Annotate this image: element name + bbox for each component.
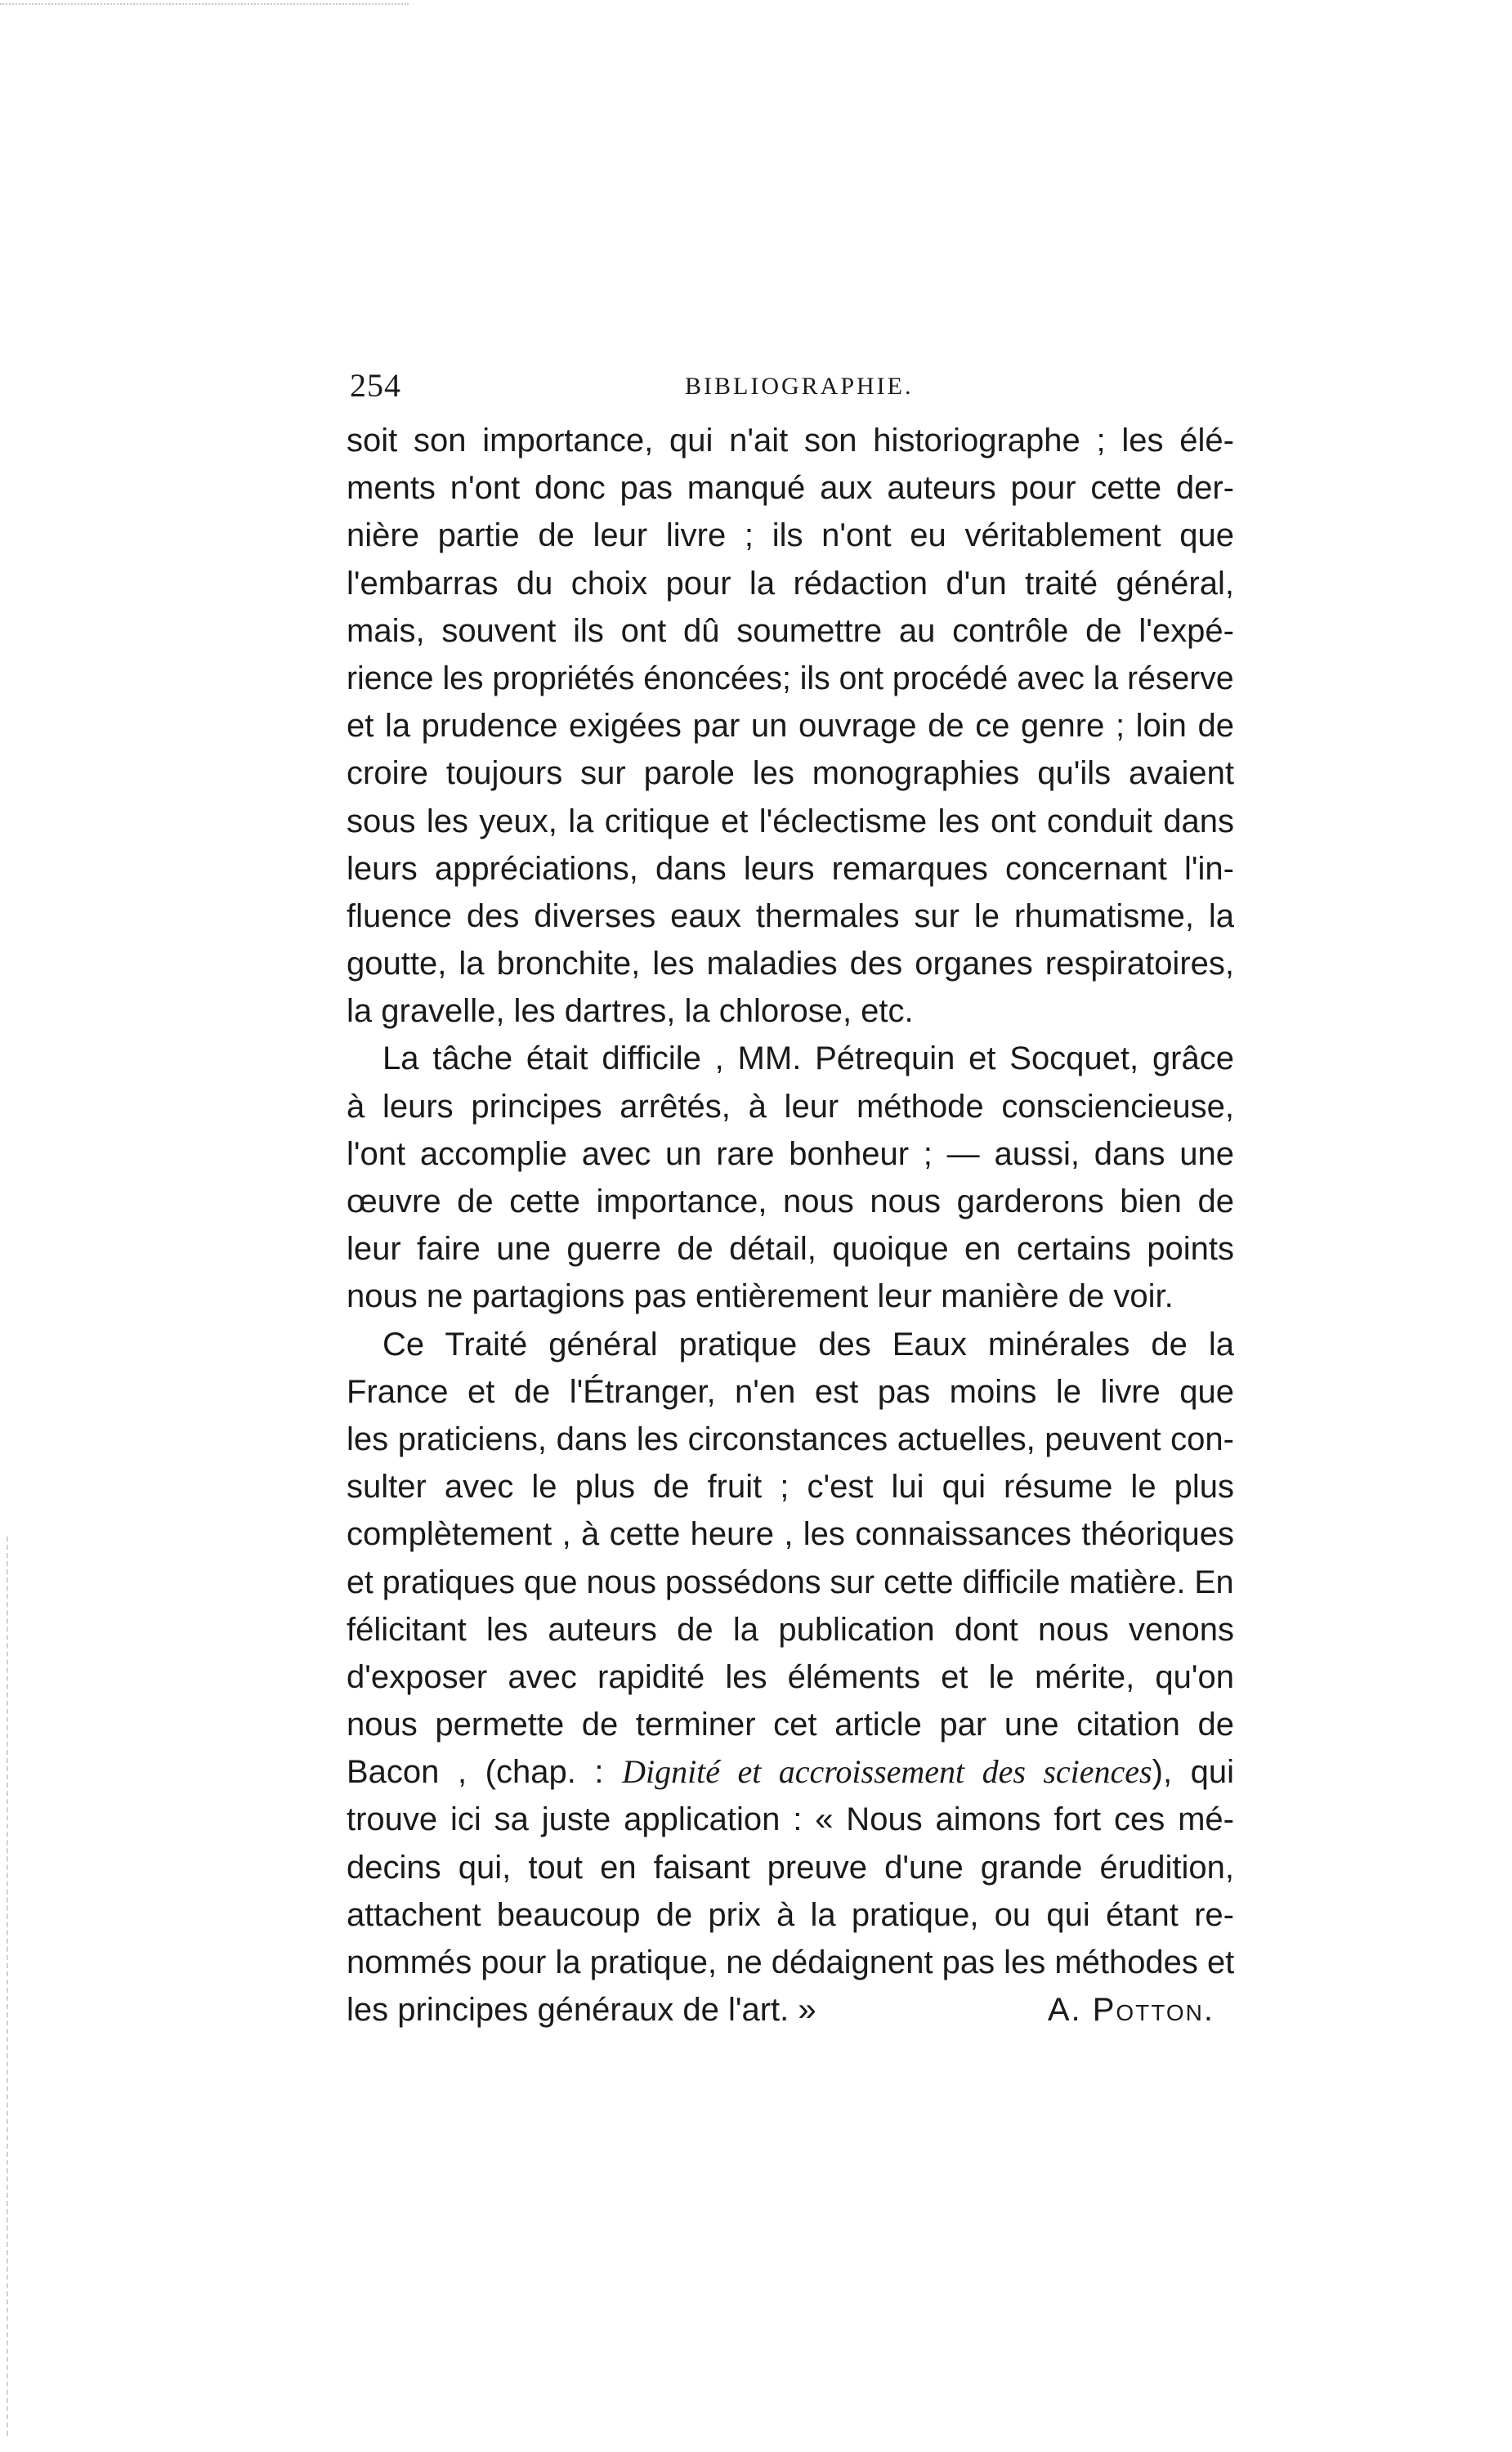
- text-line: à leurs principes arrêtés, à leur méthode consciencieuse,: [347, 1088, 1234, 1125]
- text-line: attachent beaucoup de prix à la pratique, ou qui étant re-: [347, 1896, 1234, 1933]
- text-line: fluence des diverses eaux thermales sur le rhumatisme, la: [347, 897, 1234, 934]
- text-line: leurs appréciations, dans leurs remarques concernant l'in-: [347, 850, 1234, 887]
- text-line: sous les yeux, la critique et l'éclectisme les ont conduit dans: [347, 803, 1234, 839]
- text-line: nommés pour la pratique, ne dédaignent pas les méthodes et: [347, 1944, 1235, 1980]
- text-line: decins qui, tout en faisant preuve d'une grande érudition,: [347, 1849, 1234, 1886]
- text-line: leur faire une guerre de détail, quoique en certains points: [347, 1231, 1234, 1268]
- bacon-before: Bacon , (chap. :: [347, 1754, 623, 1791]
- final-line: [347, 1986, 1234, 2034]
- text-line: l'embarras du choix pour la rédaction d'un traité général,: [347, 565, 1234, 602]
- text-line: et la prudence exigées par un ouvrage de ce genre ; loin de: [347, 708, 1234, 745]
- text-line: complètement , à cette heure , les connaissances théoriques: [347, 1516, 1234, 1553]
- text-line: œuvre de cette importance, nous nous garderons bien de: [347, 1183, 1234, 1219]
- text-line: La tâche était difficile , MM. Pétrequin et Socquet, grâce: [382, 1040, 1234, 1077]
- text-line: et pratiques que nous possédons sur cette difficile matière. En: [347, 1564, 1234, 1600]
- text-line: goutte, la bronchite, les maladies des organes respiratoires,: [347, 946, 1234, 982]
- text-line: nous permette de terminer cet article par une citation de: [347, 1707, 1234, 1743]
- text-line: Ce Traité général pratique des Eaux minérales de la: [382, 1326, 1234, 1362]
- page-header: [350, 366, 1232, 415]
- text-line: d'exposer avec rapidité les éléments et le mérite, qu'on: [347, 1658, 1234, 1695]
- text-line: la gravelle, les dartres, la chlorose, etc.: [347, 993, 914, 1030]
- text-line-bacon: [347, 1748, 1234, 1796]
- text-line: trouve ici sa juste application : « Nous aimons fort ces mé-: [347, 1801, 1234, 1838]
- book-title: Dignité et accroissement des sciences: [622, 1753, 1152, 1791]
- scan-artifact: [0, 3, 409, 7]
- bacon-after: ), qui: [1152, 1754, 1234, 1791]
- text-line: croire toujours sur parole les monographies qu'ils avaient: [347, 755, 1234, 792]
- text-line: l'ont accomplie avec un rare bonheur ; — aussi, dans une: [347, 1135, 1234, 1172]
- scan-artifact: [7, 1537, 10, 2436]
- text-line: rience les propriétés énoncées; ils ont procédé avec la réserve: [347, 660, 1234, 696]
- text-line: nous ne partagions pas entièrement leur manière de voir.: [347, 1278, 1174, 1315]
- running-title: BIBLIOGRAPHIE.: [685, 373, 914, 400]
- text-line: mais, souvent ils ont dû soumettre au contrôle de l'expé-: [347, 612, 1234, 649]
- text-line: les praticiens, dans les circonstances actuelles, peuvent con-: [347, 1421, 1234, 1457]
- text-line: ments n'ont donc pas manqué aux auteurs pour cette der-: [347, 470, 1234, 507]
- final-text: les principes généraux de l'art. »: [347, 1992, 816, 2029]
- body-text: [347, 417, 1234, 2034]
- text-line: nière partie de leur livre ; ils n'ont eu véritablement que: [347, 517, 1234, 554]
- signature: A. Potton.: [1047, 1992, 1215, 2029]
- text-line: sulter avec le plus de fruit ; c'est lui qui résume le plus: [347, 1469, 1234, 1506]
- text-line: félicitant les auteurs de la publication dont nous venons: [347, 1611, 1234, 1648]
- page-number: 254: [350, 367, 401, 404]
- text-line: France et de l'Étranger, n'en est pas moins le livre que: [347, 1373, 1234, 1410]
- text-line: soit son importance, qui n'ait son historiographe ; les élé-: [347, 423, 1234, 459]
